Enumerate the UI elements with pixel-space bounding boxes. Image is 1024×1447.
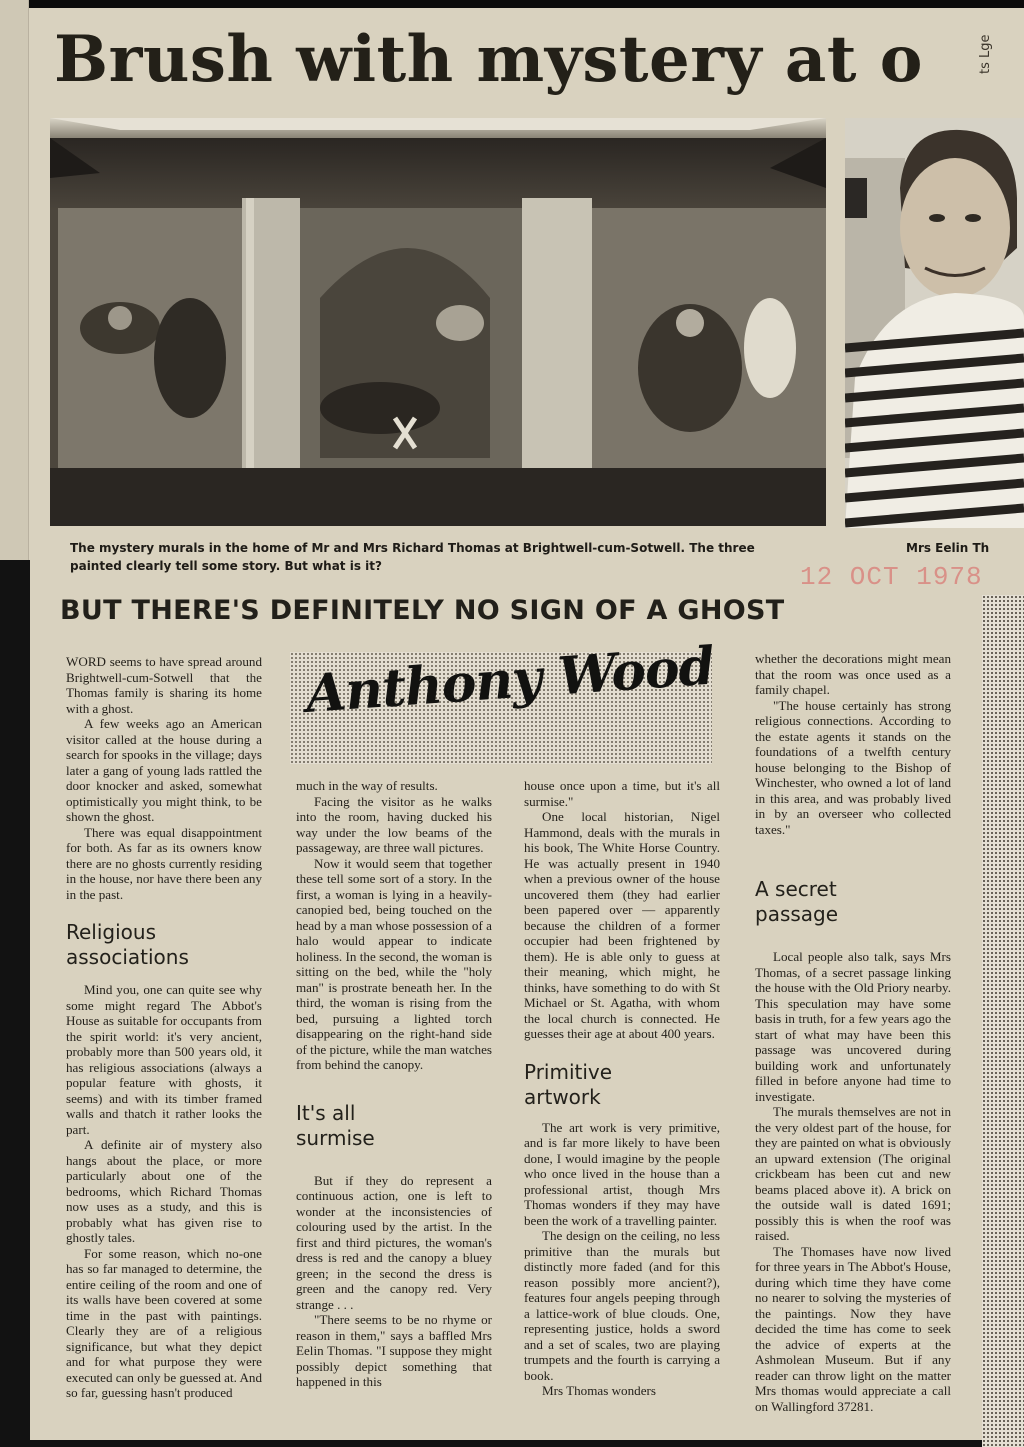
paragraph: But if they do represent a continuous action, one is left to wonder at the inconsistencies of colouring used by the artist. In the first and third pictures, the woman's dress is red and the canopy a bluey green; in the second the dress is green and the canopy red. Very strange . . . bbox=[296, 1172, 492, 1312]
paragraph: much in the way of results. bbox=[296, 778, 438, 793]
scan-background bbox=[0, 560, 30, 1447]
clipping-margin bbox=[0, 0, 29, 560]
paragraph: Now it would seem that together these tell some sort of a story. In the first, a woman is lying in a heavily-canopied bed, being touched on the head by a man whose possession of a halo would appear to indicate holiness. In the second, the woman is sitting on the bed, while the "holy man" is prostrate beneath her. In the third, the woman is rising from the bed, pursuing a lighted torch disappearing on the right-hand side of the picture, while the man watches from behind the canopy. bbox=[296, 855, 492, 1072]
paragraph: There was equal disappointment for both. As far as its owners know there are no ghosts currently residing in the house, nor have there been any in the past. bbox=[66, 824, 262, 902]
paragraph: WORD seems to have spread around Brightwell-cum-Sotwell that the Thomas family is sharing its home with a ghost. bbox=[66, 654, 262, 716]
portrait-illustration bbox=[845, 118, 1024, 528]
paragraph: Facing the visitor as he walks into the room, having ducked his way under the low beams of the passageway, are three wall pictures. bbox=[296, 793, 492, 855]
article-column-1 bbox=[66, 654, 262, 1401]
paragraph: For some reason, which no-one has so far managed to determine, the entire ceiling of the room and one of its walls have been covered at some time in the past with paintings. Clearly they are of a religious significance, but what they depict and for what purpose they were executed can only be guessed at. And so far, guessing hasn't produced bbox=[66, 1245, 262, 1400]
paragraph: The design on the ceiling, no less primitive than the murals but distinctly more faded (and for this reason possibly more ancient?), features four angels peeping through a lattice-work of blue clouds. One, representing justice, holds a sword and a set of scales, two are playing trumpets and the fourth is carrying a book. bbox=[524, 1228, 720, 1383]
subheadline: BUT THERE'S DEFINITELY NO SIGN OF A GHOST bbox=[60, 595, 785, 626]
date-stamp: 12 OCT 1978 bbox=[800, 562, 983, 592]
article-column-4 bbox=[755, 651, 951, 1414]
paragraph: whether the decorations might mean that the room was once used as a family chapel. bbox=[755, 651, 951, 697]
section-heading-secret: A secret passage bbox=[755, 877, 839, 926]
byline-signature: Anthony Wood bbox=[303, 635, 716, 725]
article-column-2 bbox=[296, 778, 492, 1390]
portrait-caption: Mrs Eelin Th bbox=[906, 541, 990, 555]
paragraph: A few weeks ago an American visitor called at the house during a search for spooks in the village; days later a gang of young lads rattled the door knocker and asked, somewhat optimistically you might think, to be shown the ghost. bbox=[66, 716, 262, 824]
section-heading-religious: Religious associations bbox=[66, 920, 189, 969]
murals-photo bbox=[50, 118, 826, 526]
headline: Brush with mystery at o bbox=[54, 22, 923, 97]
photo-caption: The mystery murals in the home of Mr and Mrs Richard Thomas at Brightwell-cum-Sotwell. The three painted clearly tell some story. But what is it? bbox=[70, 541, 755, 573]
dotted-border bbox=[982, 595, 1024, 1447]
paragraph: The Thomases have now lived for three years in The Abbot's House, during which time they have come no nearer to solving the mysteries of the paintings. Now they have decided the time has come to seek the advice of experts at the Ashmolean Museum. But if any reader can throw light on the matter Mrs thomas would appreciate a call on Wallingford 37281. bbox=[755, 1243, 951, 1414]
scan-border bbox=[0, 0, 1024, 8]
side-tab-label: ts Lge bbox=[978, 34, 993, 74]
scan-edge bbox=[30, 1440, 982, 1447]
article-column-3 bbox=[524, 778, 720, 1399]
paragraph: house once upon a time, but it's all surmise." bbox=[524, 778, 720, 809]
paragraph: The murals themselves are not in the very oldest part of the house, for they are painted on what is obviously an upward extension (The original crickbeam has been cut and new beams placed above it). A brick on the outside wall is dated 1691; possibly this is when the roof was raised. bbox=[755, 1104, 951, 1243]
paragraph: "There seems to be no rhyme or reason in them," says a baffled Mrs Eelin Thomas. "I suppose they might possibly depict something that happened in this bbox=[296, 1312, 492, 1389]
paragraph: Mrs Thomas wonders bbox=[542, 1383, 656, 1398]
portrait-photo bbox=[845, 118, 1024, 528]
paragraph: The art work is very primitive, and is far more likely to have been done, I would imagine by the people who once lived in the house than a professional artist, though Mrs Thomas wonders if they may have been the work of a travelling painter. bbox=[524, 1119, 720, 1228]
murals-illustration bbox=[50, 118, 826, 526]
paragraph: "The house certainly has strong religious connections. According to the estate agents it stands on the foundations of a twelfth century house belonging to the Bishop of Winchester, who owned a lot of land in this area, and was probably lived in by an overseer who collected taxes." bbox=[755, 697, 951, 837]
section-heading-primitive: Primitive artwork bbox=[524, 1059, 613, 1109]
section-heading-surmise: It's all surmise bbox=[296, 1100, 375, 1150]
paragraph: Local people also talk, says Mrs Thomas, of a secret passage linking the house with the Old Priory nearby. This speculation may have some basis in truth, for a few years ago the start of what may have been this passage was uncovered during building work and unfortunately filled in before anyone had time to investigate. bbox=[755, 949, 951, 1104]
paragraph: One local historian, Nigel Hammond, deals with the murals in his book, The White Horse Country. He was actually present in 1940 when a previous owner of the house uncovered them (they had earlier been papered over — apparently because the children of a former occupier had been frightened by them). He is able only to guess at their meaning, which might, he thinks, have something to do with St Michael or St. Agatha, with whom the local church is connected. He guesses their age at about 400 years. bbox=[524, 809, 720, 1041]
paragraph: A definite air of mystery also hangs about the place, or more particularly about one of the bedrooms, which Richard Thomas now uses as a study, and this is probably what has given rise to ghostly tales. bbox=[66, 1137, 262, 1245]
paragraph: Mind you, one can quite see why some might regard The Abbot's House as suitable for occupants from the spirit world: it's very ancient, probably more than 500 years old, it has religious associations (always a popular feature with ghosts, it seems) and with its timber framed walls and thatch it rather looks the part. bbox=[66, 982, 262, 1137]
